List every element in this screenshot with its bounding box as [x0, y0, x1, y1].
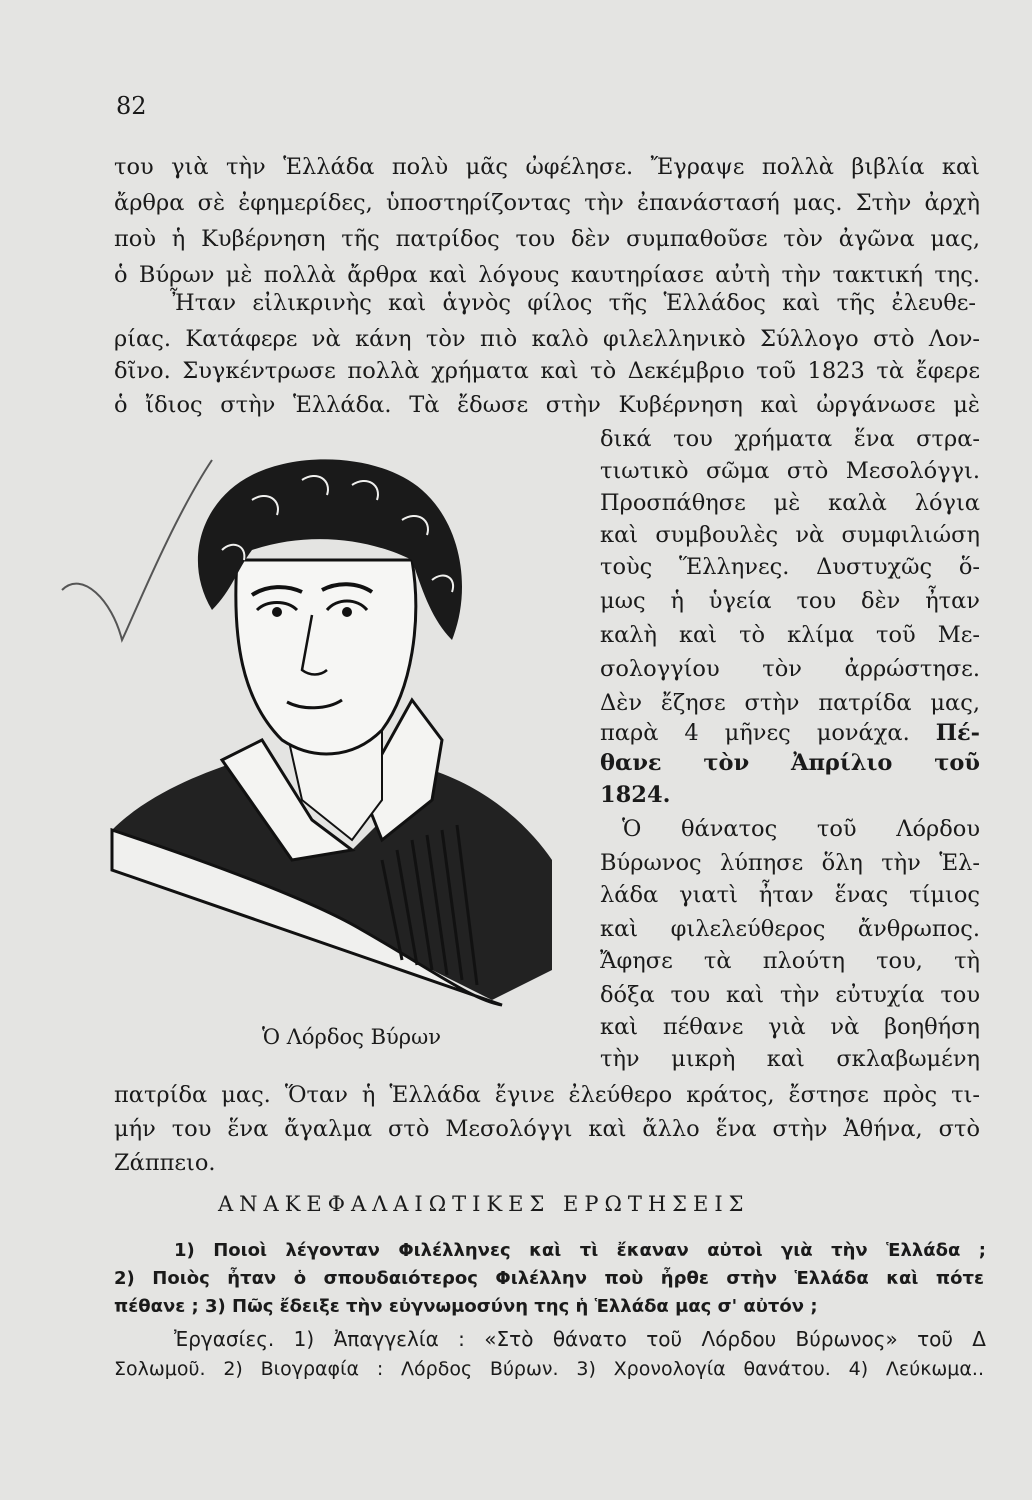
- text-line: καὶ πέθανε γιὰ νὰ βοηθήση: [600, 1014, 980, 1040]
- text-line: ἄρθρα σὲ ἐφημερίδες, ὑποστηρίζοντας τὴν ἐπανάστασή μας. Στὴν ἀρχὴ: [114, 190, 980, 216]
- tasks-line: Ἐργασίες. 1) Ἀπαγγελία : «Στὸ θάνατο τοῦ Λόρδου Βύρωνος» τοῦ Δ: [174, 1327, 986, 1351]
- question-line: 1) Ποιοὶ λέγονταν Φιλέλληνες καὶ τὶ ἔκαναν αὐτοὶ γιὰ τὴν Ἑλλάδα ;: [174, 1240, 986, 1261]
- text-line: τοὺς Ἕλληνες. Δυστυχῶς ὅ-: [600, 554, 980, 580]
- text-line: Ζάππειο.: [114, 1150, 216, 1176]
- text-line: δῖνο. Συγκέντρωσε πολλὰ χρήματα καὶ τὸ Δεκέμβριο τοῦ 1823 τὰ ἔφερε: [114, 358, 980, 384]
- bold-text-span: Πέ-: [935, 720, 980, 746]
- lord-byron-portrait: [52, 440, 592, 1040]
- text-line: δικά του χρήματα ἕνα στρα-: [600, 426, 980, 452]
- text-line: σολογγίου τὸν ἀρρώστησε.: [600, 656, 980, 682]
- text-line: Προσπάθησε μὲ καλὰ λόγια: [600, 490, 980, 516]
- question-line: πέθανε ; 3) Πῶς ἔδειξε τὴν εὐγνωμοσύνη της ἡ Ἑλλάδα μας σ' αὐτόν ;: [114, 1296, 818, 1317]
- text-line: λάδα γιατὶ ἦταν ἕνας τίμιος: [600, 882, 980, 908]
- text-line: Ἄφησε τὰ πλούτη του, τὴ: [600, 948, 980, 974]
- text-line: καὶ συμβουλὲς νὰ συμφιλιώση: [600, 522, 980, 548]
- text-line: καὶ φιλελεύθερος ἄνθρωπος.: [600, 916, 980, 942]
- portrait-caption: Ὁ Λόρδος Βύρων: [262, 1025, 442, 1049]
- questions-heading: ΑΝΑΚΕΦΑΛΑΙΩΤΙΚΕΣ ΕΡΩΤΗΣΕΙΣ: [218, 1192, 750, 1216]
- text-line: Βύρωνος λύπησε ὅλη τὴν Ἑλ-: [600, 850, 980, 876]
- text-line-mixed: [600, 718, 980, 748]
- text-line: Ἦταν εἰλικρινὴς καὶ ἁγνὸς φίλος τῆς Ἑλλάδος καὶ τῆς ἐλευθε-: [170, 290, 976, 316]
- text-line: τιωτικὸ σῶμα στὸ Μεσολόγγι.: [600, 458, 980, 484]
- question-line: 2) Ποιὸς ἦταν ὁ σπουδαιότερος Φιλέλλην ποὺ ἦρθε στὴν Ἑλλάδα καὶ πότε: [114, 1268, 984, 1289]
- text-line: Δὲν ἔζησε στὴν πατρίδα μας,: [600, 690, 980, 716]
- text-line: μως ἡ ὑγεία του δὲν ἦταν: [600, 588, 980, 614]
- text-line: ὁ Βύρων μὲ πολλὰ ἄρθρα καὶ λόγους καυτηρίασε αὐτὴ τὴν τακτική της.: [114, 262, 980, 288]
- text-line: δόξα του καὶ τὴν εὐτυχία του: [600, 982, 980, 1008]
- text-line: του γιὰ τὴν Ἑλλάδα πολὺ μᾶς ὠφέλησε. Ἔγραψε πολλὰ βιβλία καὶ: [114, 154, 980, 180]
- page-number: 82: [116, 92, 147, 120]
- tasks-line: Σολωμοῦ. 2) Βιογραφία : Λόρδος Βύρων. 3) Χρονολογία θανάτου. 4) Λεύκωμα..: [114, 1358, 984, 1380]
- text-line: πατρίδα μας. Ὅταν ἡ Ἑλλάδα ἔγινε ἐλεύθερο κράτος, ἔστησε πρὸς τι-: [114, 1082, 980, 1108]
- text-line: καλὴ καὶ τὸ κλίμα τοῦ Με-: [600, 622, 980, 648]
- text-line: τὴν μικρὴ καὶ σκλαβωμένη: [600, 1046, 980, 1072]
- text-line: Ὁ θάνατος τοῦ Λόρδου: [622, 816, 980, 842]
- text-line: ὁ ἴδιος στὴν Ἑλλάδα. Τὰ ἔδωσε στὴν Κυβέρνηση καὶ ὠργάνωσε μὲ: [114, 392, 980, 418]
- text-line: μήν του ἕνα ἄγαλμα στὸ Μεσολόγγι καὶ ἄλλο ἕνα στὴν Ἀθήνα, στὸ: [114, 1116, 980, 1142]
- text-line: ποὺ ἡ Κυβέρνηση τῆς πατρίδος του δὲν συμπαθοῦσε τὸν ἀγῶνα μας,: [114, 226, 980, 252]
- text-span: παρὰ 4 μῆνες μονάχα.: [600, 720, 910, 746]
- text-line: ρίας. Κατάφερε νὰ κάνη τὸν πιὸ καλὸ φιλελληνικὸ Σύλλογο στὸ Λον-: [114, 326, 980, 352]
- bold-text-line: 1824.: [600, 782, 671, 808]
- bold-text-line: θανε τὸν Ἀπρίλιο τοῦ: [600, 750, 980, 776]
